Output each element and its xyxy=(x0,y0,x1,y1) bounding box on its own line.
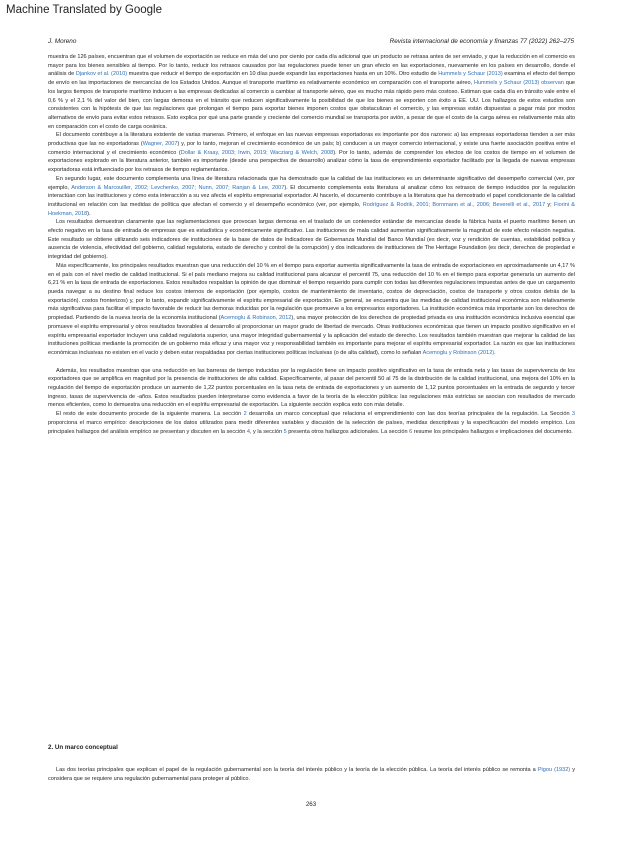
citation-link[interactable]: 3 xyxy=(571,411,576,418)
header-author: J. Moreno xyxy=(48,38,77,45)
citation-link[interactable]: Irwin, 2019; Wacziarg & Welch, 2008 xyxy=(238,149,334,156)
citation-link[interactable]: Pigou (1932) xyxy=(537,767,571,773)
page-number: 263 xyxy=(305,801,317,808)
paragraph: Además, los resultados muestran que una reducción en las barreras de tiempo inducidas por la regulación tiene un impacto positivo significativo en la tasa de entrada neta y las tasas de supervivencia de los exportadores que se amplifica en magnitud por la presencia de instituciones de alta calidad. Específicamente, al pasar del percentil 50 al 75 de la distribución de la calidad institucional, una mejora del 10% en la regulación del tiempo de exportación produce un aumento de 1,22 puntos porcentuales en la tasa neta de entrada de exportaciones y un aumento de 1,12 puntos porcentuales en la entrada de segundo y tercer ingreso. tasas de supervivencia de -años. Estos resultados pueden interpretarse como evidencia a favor de la teoría de la elección pública: las regulaciones más estrictas se asocian con resultados de mercado menos eficientes, como lo demuestra una reducción en el espíritu empresarial de exportación. La siguiente sección explica esto con más detalle. xyxy=(48,367,575,409)
citation-link[interactable]: Anderson & Marcouiller, 2002; Levchenko, 2007; Nunn, 2007; Ranjan & Lee, 2007 xyxy=(71,184,285,191)
paragraph: muestra de 126 países, encuentran que el volumen de exportación se reduce en más del uno por ciento por cada día adicional que un producto se retrasa antes de ser enviado, y que la reducción en el comercio es mayor para los bienes sensibles al tiempo. Por lo tanto, reducir los retrasos causados por las regulaciones puede tener un gran efecto en las exportaciones, nuevamente en los países en desarrollo, donde el análisis de Djankov et al. (2010) muestra que reducir el tiempo de exportación en 10 días puede expandir las exportaciones hasta en un 10%. Otro estudio de Hummels y Schaur (2013) examina el efecto del tiempo de envío en las importaciones de mercancías de los Estados Unidos. Aunque el transporte marítimo es relativamente económico en comparación con el transporte aéreo, Hummels y Schaur (2013) observan que los largos tiempos de transporte marítimo inducen a las empresas dedicadas al comercio a cambiar al transporte aéreo, que es mucho más rápido pero más costoso. Estiman que cada día en tránsito vale entre el 0,6 % y el 2,1 % del valor del bien, con largas demoras en el tránsito que reducen significativamente la posibilidad de que los bienes se exporten con éxito a EE. UU. Los hallazgos de estos estudios son consistentes con la hipótesis de que las regulaciones que prolongan el tiempo para exportar bienes imponen costos que obstaculizan el comercio, y las empresas están dispuestas a pagar más por modos alternativos de envío para evitar estos retrasos. Esto explica por qué una parte grande y creciente del comercio mundial se transporta por avión, a pesar de que el costo de la carga aérea es relativamente más alto en comparación con el costo de carga oceánica. xyxy=(48,54,575,130)
citation-link[interactable]: Rodríguez & Rodrik, 2001; Bornmann et al., 2006; Beverelli et al., 2017 xyxy=(362,201,546,208)
article-body xyxy=(48,53,575,436)
paragraph: El documento contribuye a la literatura existente de varias maneras. Primero, el enfoque en las nuevas empresas exportadoras es importante por dos razones: a) las empresas exportadoras tienden a ser más productivas que las no exportadoras (Wagner, 2007) y, por lo tanto, mejoran el crecimiento económico de un país; b) conducen a un mayor comercio internacional, y existe una fuerte asociación positiva entre el comercio internacional y el crecimiento económico (Dollar & Kraay, 2003; Irwin, 2019; Wacziarg & Welch, 2008). Por lo tanto, además de comprender los efectos de los costos de tiempo en el volumen de exportaciones explorado en la literatura anterior, también es importante (desde una perspectiva de desarrollo) analizar cómo la tasa de emprendimiento exportador facilitado por la llegada de nuevas empresas exportadoras está influenciado por los retrasos de tiempo reglamentarios. xyxy=(48,132,576,174)
paragraph: En segundo lugar, este documento complementa una línea de literatura relacionada que ha demostrado que la calidad de las instituciones es un determinante significativo del desempeño comercial (ver, por ejemplo, Anderson & Marcouiller, 2002; Levchenko, 2007; Nunn, 2007; Ranjan & Lee, 2007). El documento complementa esta literatura al analizar cómo los retrasos de tiempo inducidos por la regulación interactúan con las instituciones y cómo esta interacción a su vez afecta el espíritu empresarial exportador. Al hacerlo, el documento contribuye a la literatura que ha demostrado el papel condicionante de la calidad institucional en relación con las medidas de política que afectan el comercio y el desempeño económico (ver, por ejemplo, Rodríguez & Rodrik, 2001; Bornmann et al., 2006; Beverelli et al., 2017 y; Fiorini & Hoekman, 2018). xyxy=(48,175,576,217)
citation-link[interactable]: 4 xyxy=(246,428,250,435)
citation-link[interactable]: Acemoglu & Robinson, 2012 xyxy=(220,315,292,322)
citation-link[interactable]: Fiorini & Hoekman, 2018 xyxy=(48,201,576,217)
citation-link[interactable]: Djankov et al. (2010) xyxy=(75,71,128,78)
citation-link[interactable]: Acemoglu y Robinson (2012) xyxy=(422,349,495,356)
citation-link[interactable]: 6 xyxy=(409,428,413,435)
citation-link[interactable]: 2 xyxy=(243,411,247,418)
machine-translated-banner: Machine Translated by Google xyxy=(6,4,162,16)
section-paragraph: Las dos teorías principales que explican el papel de la regulación gubernamental son la teoría del interés público y la teoría de la elección pública. La teoría del interés público se remonta a Pigou (1932) y considera que se requiere una regulación gubernamental para proteger al público. xyxy=(48,767,575,782)
citation-link[interactable]: Hummels y Schaur (2013) observan xyxy=(473,80,564,87)
citation-link[interactable]: Dollar & Kraay, 2003; xyxy=(180,149,236,156)
header-journal: Revista internacional de economía y finanzas 77 (2022) 262–275 xyxy=(389,38,574,45)
citation-link[interactable]: Wagner, 2007 xyxy=(142,141,178,148)
citation-link[interactable]: Hummels y Schaur (2013) xyxy=(438,71,503,78)
citation-link[interactable]: 5 xyxy=(283,428,287,435)
paragraph: El resto de este documento procede de la siguiente manera. La sección 2 desarrolla un marco conceptual que relaciona el emprendimiento con las dos teorías principales de la regulación. La Sección 3 proporciona el marco empírico: descripciones de los datos utilizados para medir diferentes variables y discusión de la selección de países, medidas descriptivas y la especificación del modelo empírico. Los principales hallazgos del análisis empírico se presentan y discuten en la sección 4, y la sección 5 presenta otros hallazgos adicionales. La sección 6 resume los principales hallazgos e implicaciones del documento. xyxy=(48,411,576,435)
paragraph: Los resultados demuestran claramente que las reglamentaciones que provocan largas demoras en el traslado de un contenedor estándar de mercancías desde la fábrica hasta el puerto marítimo tienen un efecto negativo en la tasa de entrada de empresas que es estadística y económicamente significativo. Las instituciones de mala calidad aumentan significativamente la magnitud de este efecto relación negativa. Este resultado se obtiene utilizando seis indicadores de instituciones de la base de datos de Indicadores de Gobernanza Mundial del Banco Mundial (es decir, voz y rendición de cuentas, estabilidad política y ausencia de violencia, efectividad del gobierno, calidad regulatoria, estado de derecho y control de la corrupción) y dos indicadores de instituciones de The Heritage Foundation (es decir, derechos de propiedad e integridad del gobierno). xyxy=(48,219,575,261)
paragraph: Más específicamente, los principales resultados muestran que una reducción del 10 % en el tiempo para exportar aumenta significativamente la tasa de entrada de exportaciones en aproximadamente un 4,17 % en el país con el nivel medio de calidad institucional. Si el país mediano mejora su calidad institucional para alcanzar el percentil 75, una reducción del 10 % en el tiempo para exportar generaría un aumento del 6,21 % en la tasa de entrada de exportaciones. Estos resultados respaldan la opinión de que disminuir el tiempo requerido para cumplir con todas las diferentes regulaciones impuestas antes de que un cargamento pueda navegar a su destino final reduce los costos internos de exportación (por ejemplo, costos de mantenimiento de inventario, costos de depreciación, costos de transporte y otros costos detrás de la exportación). costos fronterizos) y, por lo tanto, expandir significativamente el espíritu empresarial de exportación. En general, se encuentra que las medidas de calidad institucional económica son relativamente más significativas para facilitar el impacto favorable de reducir las demoras inducidas por la regulación que promueve a los empresarios exportadores. La institución económica más importante son los derechos de propiedad. Partiendo de la nueva teoría de la economía institucional (Acemoglu & Robinson, 2012), una mayor protección de los derechos de propiedad privada es una institución económica inclusiva esencial que promueve el espíritu empresarial y otros resultados favorables al desarrollo al proporcionar un mayor grado de libertad de mercado. Otras instituciones económicas que tienen un impacto positivo significativo en el espíritu empresarial exportador incluyen una calidad regulatoria superior, una mayor integridad gubernamental y la aplicación del estado de derecho. Los resultados también muestran que mejorar la calidad de las instituciones políticas mediante la promoción de un gobierno más eficaz y una mayor voz y responsabilidad también es importante para mejorar el espíritu empresarial exportador. La razón es que las instituciones económicas inclusivas no existen en el vacío y deben estar respaldadas por ciertas instituciones políticas inclusivas (o de alta calidad), como lo señalan Acemoglu y Robinson (2012). xyxy=(48,262,575,356)
section-heading: 2. Un marco conceptual xyxy=(48,744,118,751)
